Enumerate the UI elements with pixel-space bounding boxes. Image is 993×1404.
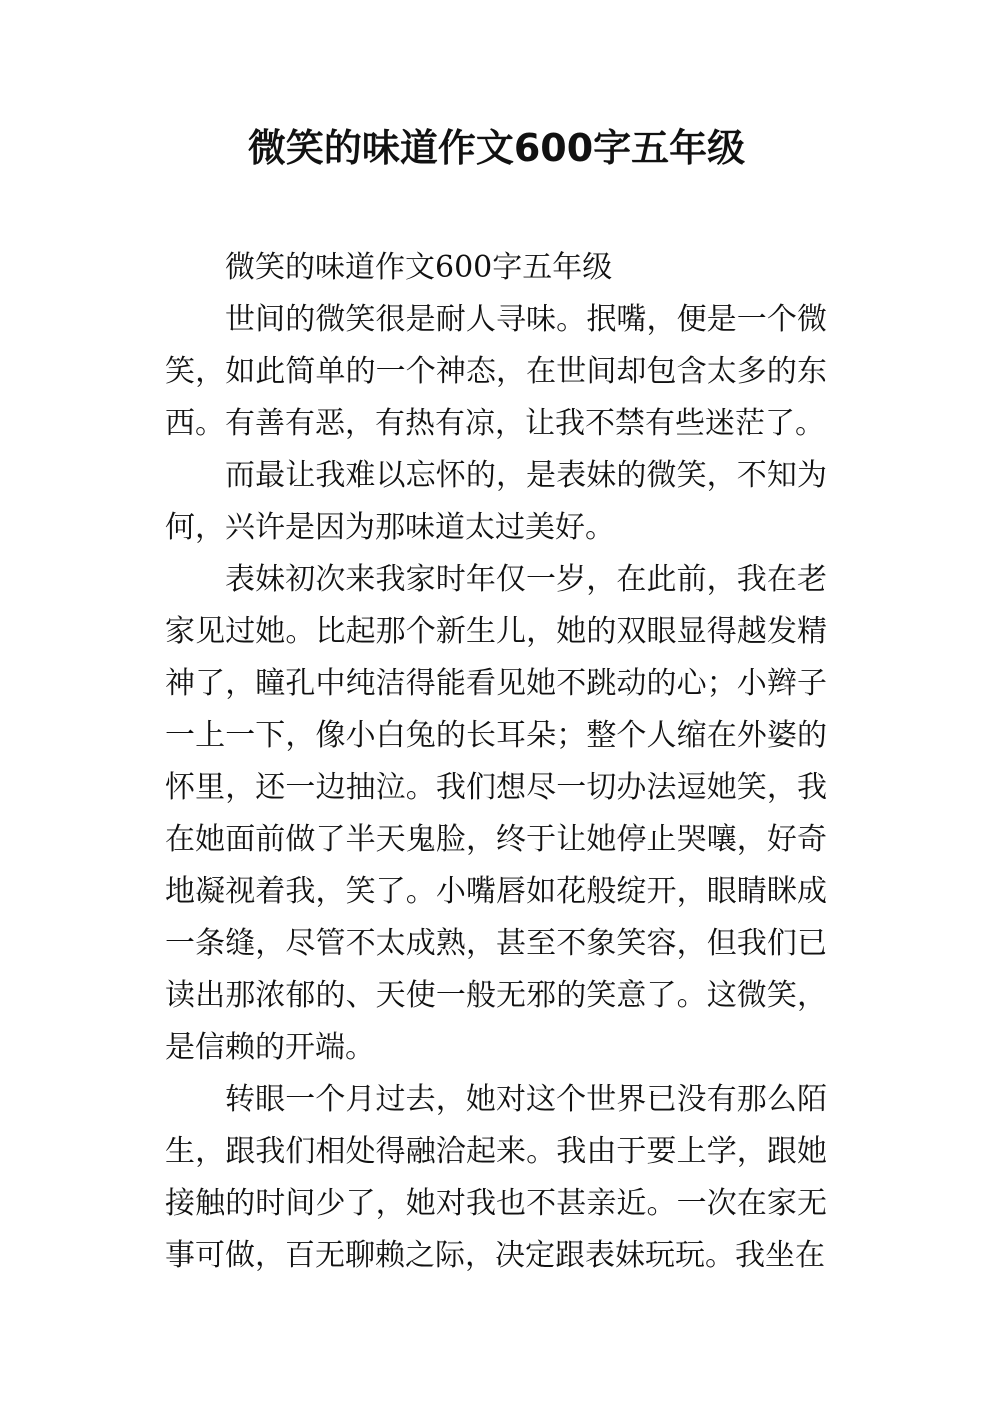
paragraph: 转眼一个月过去，她对这个世界已没有那么陌生，跟我们相处得融洽起来。我由于要上学，跟她接触的时间少了，她对我也不甚亲近。一次在家无事可做，百无聊赖之际，决定跟表妹玩玩。我坐在 [165, 1082, 827, 1273]
paragraph: 微笑的味道作文600字五年级 [225, 250, 613, 285]
paragraph: 而最让我难以忘怀的，是表妹的微笑，不知为何，兴许是因为那味道太过美好。 [165, 458, 827, 545]
document-title: 微笑的味道作文600字五年级 [247, 126, 746, 170]
paragraph: 世间的微笑很是耐人寻味。抿嘴，便是一个微笑，如此简单的一个神态，在世间却包含太多的东西。有善有恶，有热有凉，让我不禁有些迷茫了。 [165, 302, 827, 441]
document-body [165, 242, 827, 1282]
paragraph: 表妹初次来我家时年仅一岁，在此前，我在老家见过她。比起那个新生儿，她的双眼显得越发精神了，瞳孔中纯洁得能看见她不跳动的心；小辫子一上一下，像小白兔的长耳朵；整个人缩在外婆的怀里，还一边抽泣。我们想尽一切办法逗她笑，我在她面前做了半天鬼脸，终于让她停止哭嚷，好奇地凝视着我，笑了。小嘴唇如花般绽开，眼睛眯成一条缝，尽管不太成熟，甚至不象笑容，但我们已读出那浓郁的、天使一般无邪的笑意了。这微笑，是信赖的开端。 [165, 562, 827, 1065]
